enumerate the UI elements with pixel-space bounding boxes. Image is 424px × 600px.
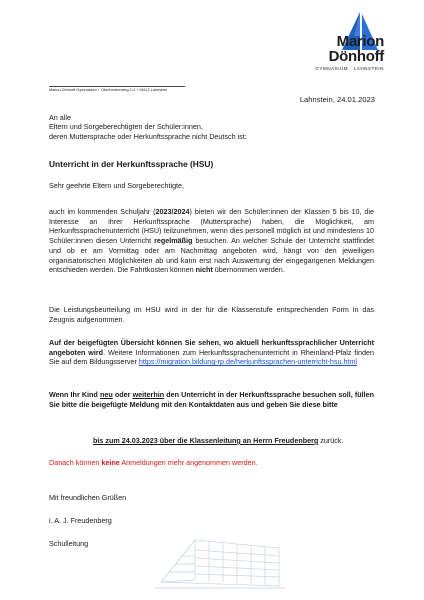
school-logo [284,10,384,72]
closing-signer: i. A. J. Freudenberg [49,516,112,525]
p1-school-year: 2023/2024 [155,207,190,216]
late-text-c: Anmeldungen mehr angenommen werden. [119,458,258,467]
deadline-return: zurück. [318,436,344,445]
late-notice [49,458,258,467]
p1-not: nicht [195,265,213,275]
deadline-line [93,436,343,445]
recipient-block [49,113,247,141]
late-none: keine [101,458,120,467]
school-building-watermark [155,520,285,592]
closing-role: Schulleitung [49,539,89,548]
paragraph-overview [49,338,374,367]
recipient-line-2: Eltern und Sorgeberechtigten der Schüler:innen, [49,122,203,132]
p3-text-a: Auf der beigefügten Übersicht können Sie sehen, wo aktuell herkunftssprachlicher Unterricht angeboten wird [49,338,374,357]
late-text-a: Danach können [49,458,102,467]
bildungsserver-link[interactable]: https://migration.bildung-rp.de/herkunftssprachen-unterricht-hsu.html [138,357,358,367]
recipient-line-3: deren Muttersprache oder Herkunftssprache nicht Deutsch ist: [49,131,247,141]
paragraph-offer [49,207,374,275]
paragraph-registration [49,390,374,409]
logo-wordmark [284,34,384,71]
deadline-date: bis zum 24.03.2023 über die Klassenleitung an Herrn Freudenberg [93,436,319,445]
logo-name: Marion Dönhoff [328,33,384,65]
logo-subtitle: GYMNASIUM · LAHNSTEIN [315,66,384,71]
paragraph-assessment: Die Leistungsbeurteilung im HSU wird in der für die Klassenstufe entsprechenden Form in das Zeugnis aufgenommen. [49,305,374,324]
p4-text-a: Wenn Ihr Kind [49,390,100,399]
p3-text-b: . Weitere Informationen zum Herkunftssprachenunterricht in Rheinland-Pfalz finden Sie auf dem Bildungsserver [49,347,374,367]
salutation: Sehr geehrte Eltern und Sorgeberechtigte, [49,181,185,190]
p4-text-e: den Unterricht in der Herkunftssprache besuchen soll, füllen Sie bitte die beigefügte Meldung mit den Kontaktdaten aus und geben Sie diese bitte [49,390,374,409]
p1-text-e: besuchen. An welcher Schule der Unterricht stattfindet und ob er am Vormittag oder am Nachmittag angeboten wird, hängt von den jeweiligen organisatorischen Möglichkeiten ab und kann erst nach Auswertung der eingegangenen Meldungen entschieden werden. Die Fahrtkosten können [49,236,374,275]
p1-text-c: ) bieten wir den Schüler:innen der Klassen 5 bis 10, die Interesse an ihrer Herkunftssprache (Muttersprache) haben, die Möglichkeit, am Herkunftssprachenunterricht (HSU) teilzunehmen, wenn dies personell möglich ist und mindestens 10 Schüler:innen diesen Unterricht [49,207,374,246]
letter-date: Lahnstein, 24.01.2023 [299,95,375,104]
recipient-line-1: An alle [49,113,71,122]
p4-new: neu [99,390,113,399]
letter-subject: Unterricht in der Herkunftssprache (HSU) [49,159,214,169]
p1-regularly: regelmäßig [154,236,193,246]
closing-greeting: Mit freundlichen Grüßen [49,493,127,502]
p4-continuing: weiterhin [132,390,165,399]
p1-text-a: auch im kommenden Schuljahr ( [49,207,156,216]
p1-text-g: übernommen werden. [212,265,285,275]
sender-line: Marion-Dönhoff-Gymnasium + Oberheckenweg 2-4 + 56112 Lahnstein [49,86,185,92]
p4-text-c: oder [112,390,133,399]
